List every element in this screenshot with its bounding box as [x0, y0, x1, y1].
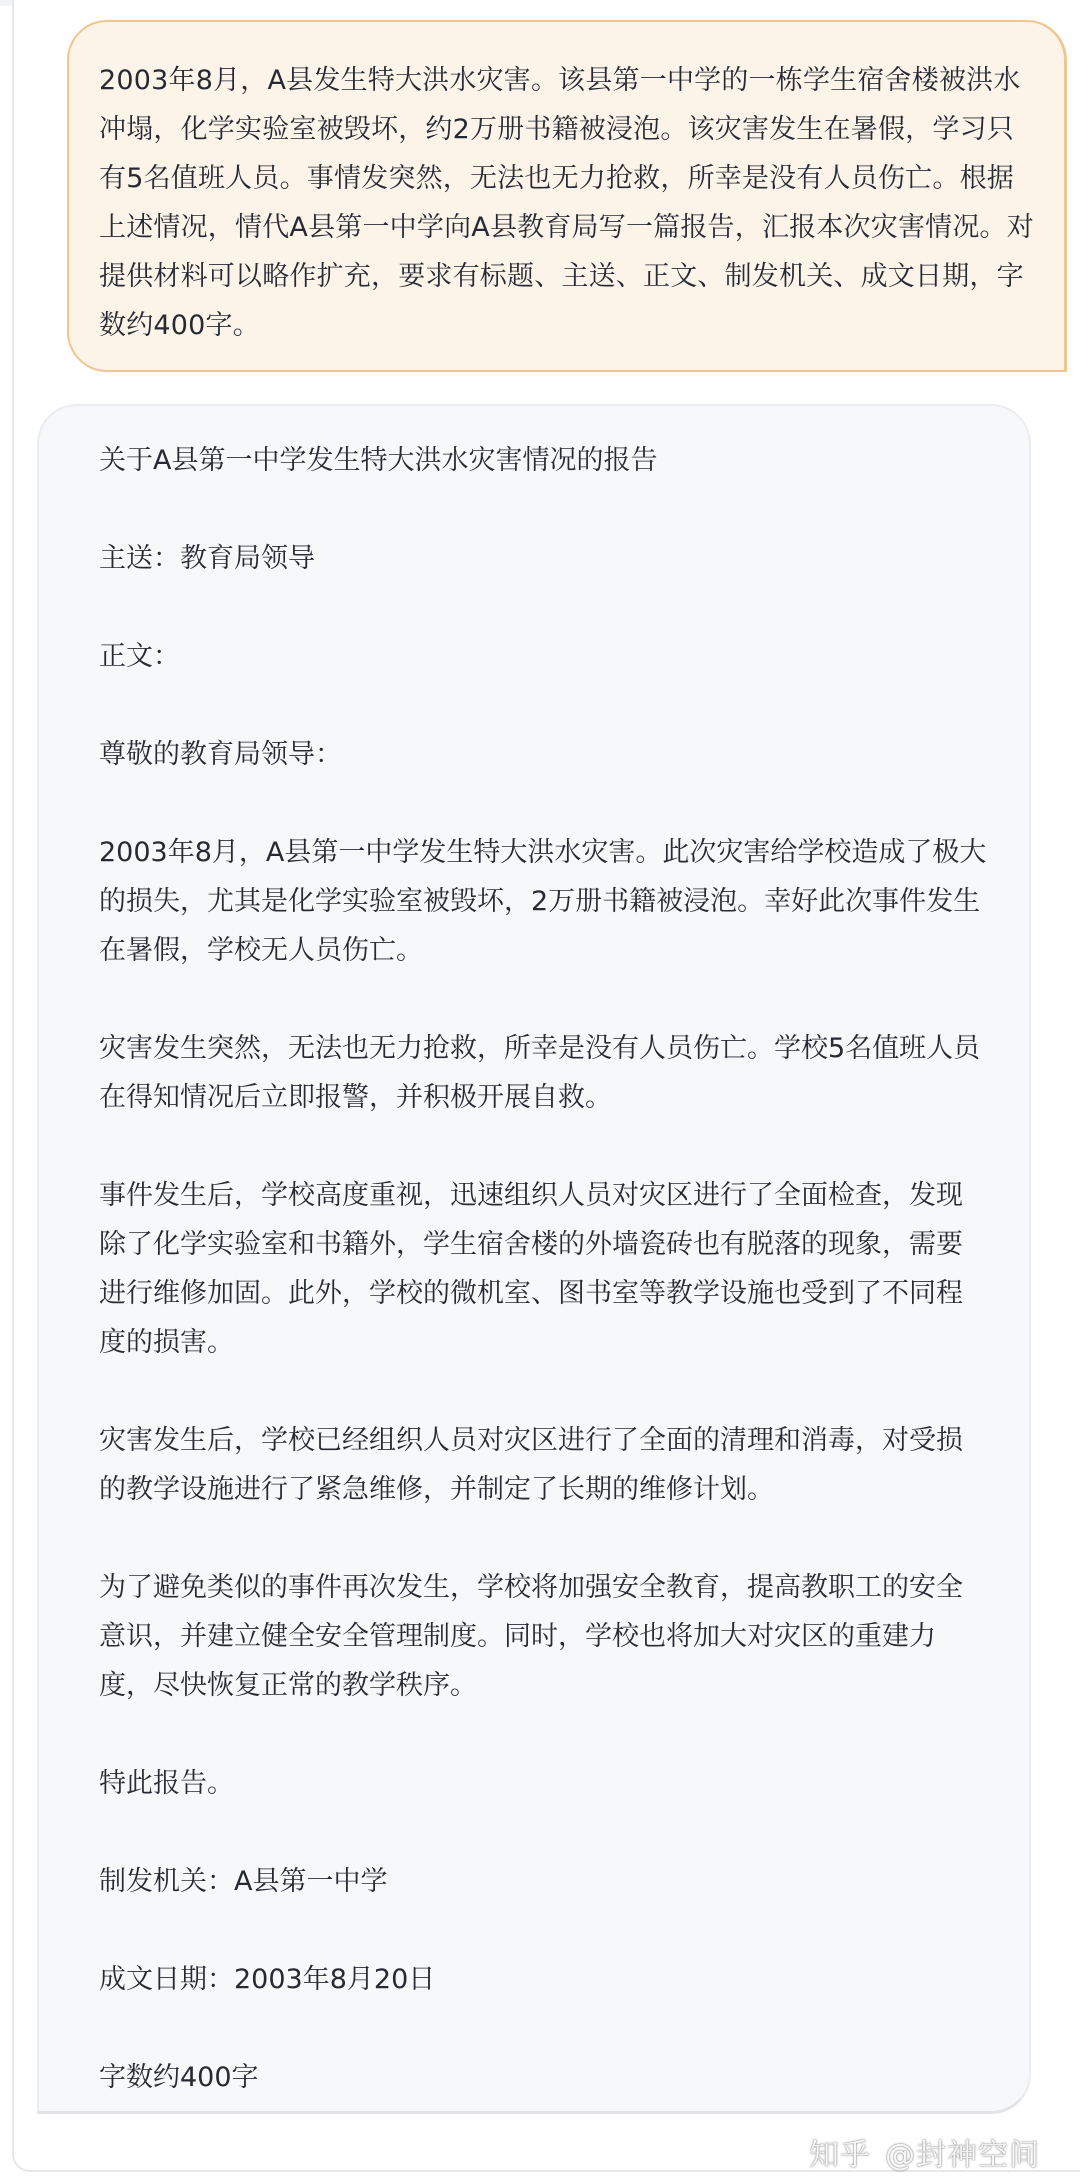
- watermark-author: @封神空间: [885, 2138, 1040, 2173]
- report-title: 关于A县第一中学发生特大洪水灾害情况的报告: [99, 445, 658, 476]
- report-closing: 特此报告。: [99, 1768, 234, 1799]
- report-date: 成文日期：2003年8月20日: [99, 1964, 436, 1995]
- report-paragraph: 2003年8月，A县第一中学发生特大洪水灾害。此次灾害给学校造成了极大的损失，尤其是化学实验室被毁坏，2万册书籍被浸泡。幸好此次事件发生在暑假，学校无人员伤亡。: [99, 837, 987, 966]
- report-salutation: 尊敬的教育局领导：: [99, 739, 342, 770]
- report-paragraph: 为了避免类似的事件再次发生，学校将加强安全教育，提高教职工的安全意识，并建立健全安全管理制度。同时，学校也将加大对灾区的重建力度，尽快恢复正常的教学秩序。: [99, 1572, 963, 1701]
- report-recipient: 主送：教育局领导: [99, 543, 315, 574]
- user-message-text: 2003年8月，A县发生特大洪水灾害。该县第一中学的一栋学生宿舍楼被洪水冲塌，化学实验室被毁坏，约2万册书籍被浸泡。该灾害发生在暑假，学习只有5名值班人员。事情发突然，无法也无力抢救，所幸是没有人员伤亡。根据上述情况，情代A县第一中学向A县教育局写一篇报告，汇报本次灾害情况。对提供材料可以略作扩充，要求有标题、主送、正文、制发机关、成文日期，字数约400字。: [99, 65, 1034, 341]
- zhihu-logo: 知乎: [809, 2138, 871, 2173]
- report-paragraph: 事件发生后，学校高度重视，迅速组织人员对灾区进行了全面检查，发现除了化学实验室和书籍外，学生宿舍楼的外墙瓷砖也有脱落的现象，需要进行维修加固。此外，学校的微机室、图书室等教学设施也受到了不同程度的损害。: [99, 1180, 963, 1358]
- assistant-response-card: [37, 404, 1031, 2114]
- user-message-bubble: [67, 20, 1067, 372]
- report-paragraph: 灾害发生后，学校已经组织人员对灾区进行了全面的清理和消毒，对受损的教学设施进行了紧急维修，并制定了长期的维修计划。: [99, 1425, 963, 1505]
- report-body-label: 正文：: [99, 641, 180, 672]
- report-paragraph: 灾害发生突然，无法也无力抢救，所幸是没有人员伤亡。学校5名值班人员在得知情况后立即报警，并积极开展自救。: [99, 1033, 981, 1113]
- zhihu-watermark: [809, 2130, 1040, 2174]
- report-issuer: 制发机关：A县第一中学: [99, 1866, 388, 1897]
- report-word-count: 字数约400字: [99, 2062, 259, 2093]
